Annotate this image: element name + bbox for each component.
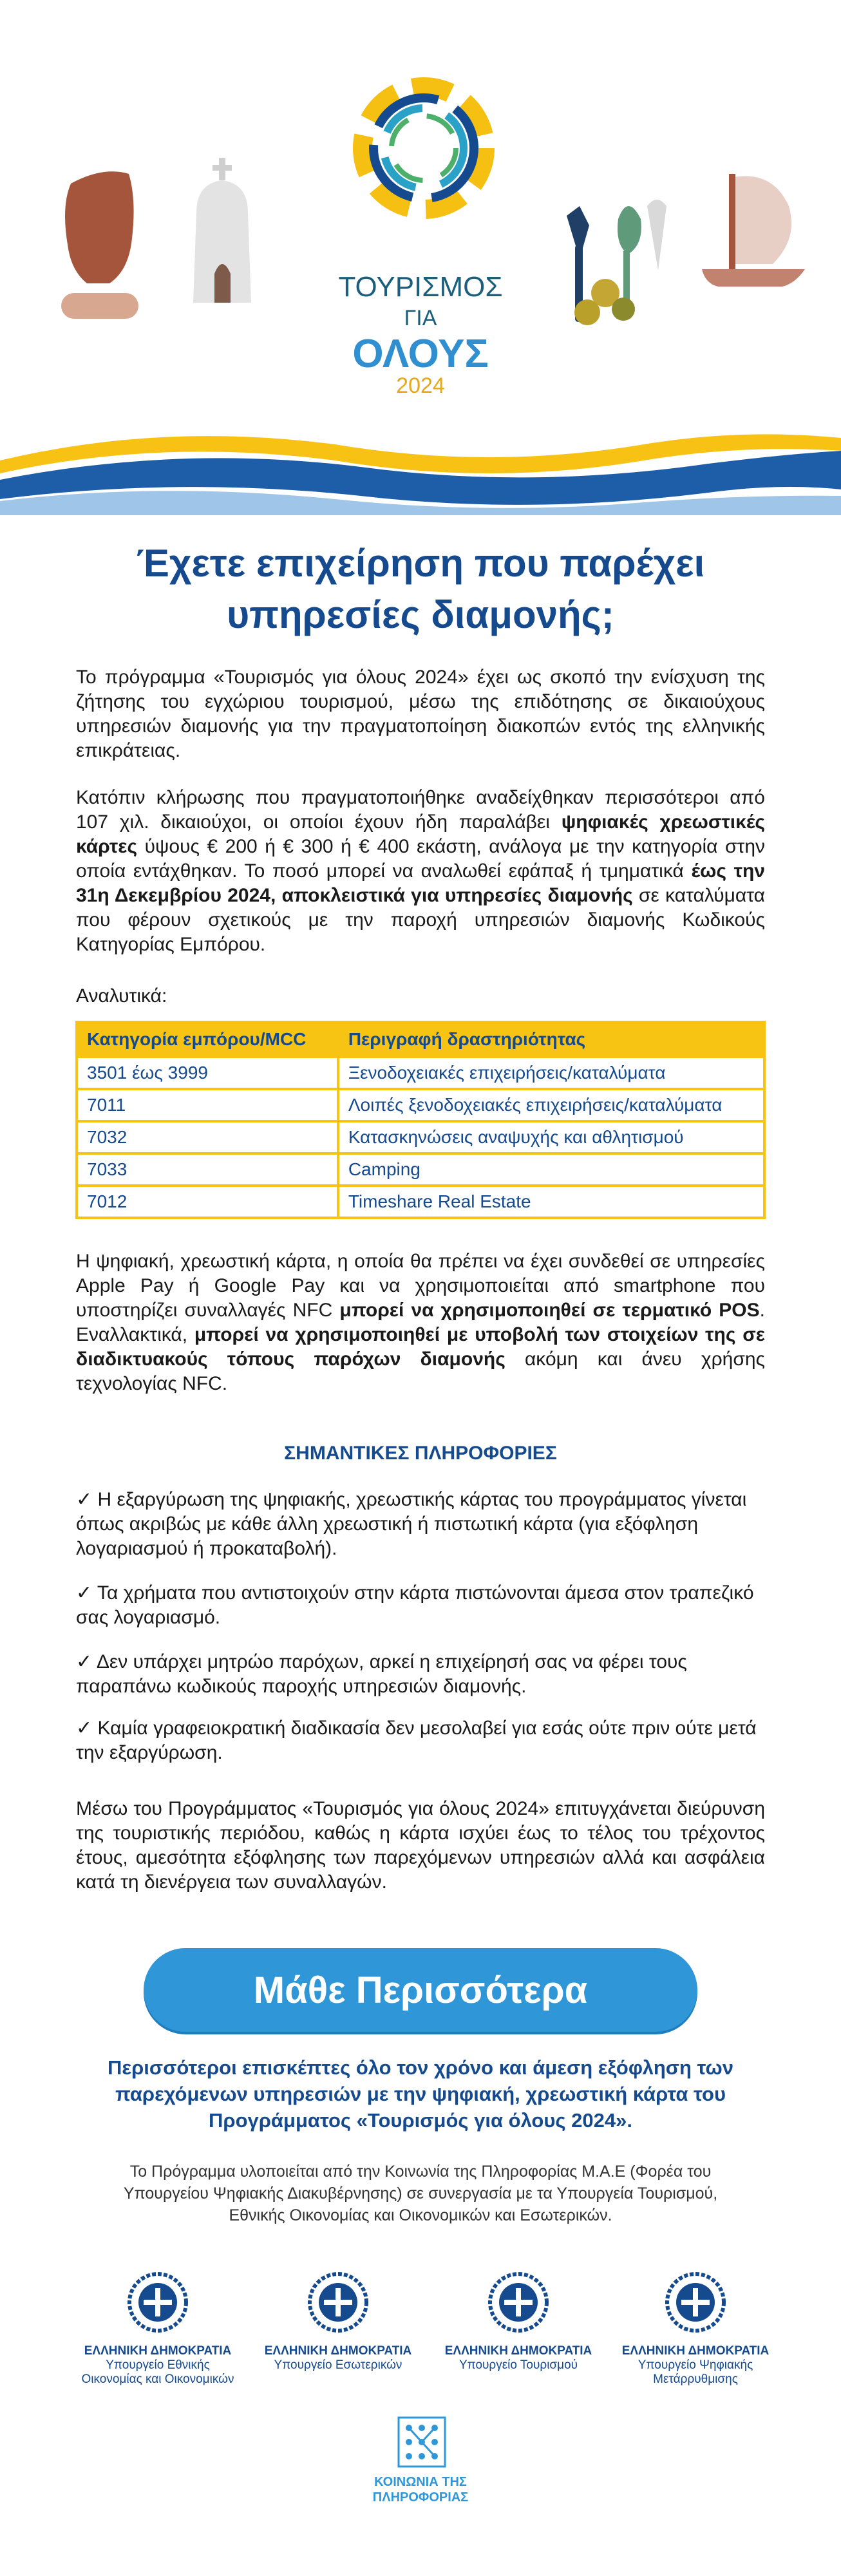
description-cell: Λοιπές ξενοδοχειακές επιχειρήσεις/καταλύματα bbox=[338, 1089, 764, 1121]
learn-more-button[interactable]: Μάθε Περισσότερα bbox=[144, 1948, 697, 2032]
mcc-cell: 7012 bbox=[77, 1186, 338, 1218]
information-society-label bbox=[324, 2474, 517, 2505]
ministry-economy-label bbox=[61, 2344, 254, 2387]
table-header-row bbox=[77, 1022, 764, 1057]
description-cell: Ξενοδοχειακές επιχειρήσεις/καταλύματα bbox=[338, 1057, 764, 1089]
info-item: ✓ Η εξαργύρωση της ψηφιακής, χρεωστικής κάρτας του προγράμματος γίνεται όπως ακριβώς με κάθε άλλη χρεωστική ή πιστωτική κάρτα (για εξόφληση λογαριασμού ή προκαταβολή). bbox=[76, 1489, 747, 1559]
table-row bbox=[77, 1121, 764, 1153]
para2-bold1: ψηφιακές χρεωστικές κάρτες bbox=[76, 811, 765, 857]
mcc-table bbox=[75, 1021, 766, 1219]
table-header-mcc: Κατηγορία εμπόρου/MCC bbox=[77, 1022, 338, 1057]
implementation-text: Το Πρόγραμμα υλοποιείται από την Κοινωνία της Πληροφορίας Μ.Α.Ε (Φορέα του Υπουργείου Ψηφιακής Διακυβέρνησης) σε συνεργασία με τα Υπουργεία Τουρισμού, Εθνικής Οικονομίας και Οικονομικών και Εσωτερικών. bbox=[123, 2163, 718, 2224]
logo-year: 2024 bbox=[396, 374, 445, 398]
mcc-cell: 7032 bbox=[77, 1121, 338, 1153]
program-details-paragraph bbox=[76, 786, 765, 957]
ministry-interior-label bbox=[241, 2344, 435, 2372]
description-cell: Κατασκηνώσεις αναψυχής και αθλητισμού bbox=[338, 1121, 764, 1153]
para3-text2: . Εναλλακτικά, bbox=[76, 1300, 765, 1345]
para3-bold1: μπορεί να χρησιμοποιηθεί σε τερματικό POS bbox=[339, 1300, 760, 1321]
cutlery-olives-icon bbox=[567, 200, 666, 325]
table-row bbox=[77, 1057, 764, 1089]
info-item: ✓ Καμία γραφειοκρατική διαδικασία δεν μεσολαβεί για εσάς ούτε πριν ούτε μετά την εξαργύρωση. bbox=[76, 1718, 757, 1763]
description-cell: Timeshare Real Estate bbox=[338, 1186, 764, 1218]
para2-text2: ύψους € 200 ή € 300 ή € 400 εκάστη, ανάλογα με την κατηγορία στην οποία εντάχθηκαν. Το ποσό μπορεί να αναλωθεί εφάπαξ ή τμηματικά bbox=[76, 836, 765, 882]
mcc-cell: 7011 bbox=[77, 1089, 338, 1121]
table-row bbox=[77, 1186, 764, 1218]
sail-icon bbox=[734, 176, 791, 264]
para3-text1: Η ψηφιακή, χρεωστική κάρτα, η οποία θα πρέπει να έχει συνδεθεί σε υπηρεσίες Apple Pay ή Google Pay και να χρησιμοποιείται από smartphone που υποστηρίζει συναλλαγές NFC bbox=[76, 1251, 765, 1321]
ministry-line1: Υπουργείο Τουρισμού bbox=[458, 2358, 578, 2372]
highlight-text: Περισσότεροι επισκέπτες όλο τον χρόνο και άμεση εξόφληση των παρεχόμενων υπηρεσιών με την ψηφιακή, χρεωστική κάρτα του Προγράμματος «Τουρισμός για όλους 2024». bbox=[108, 2056, 733, 2132]
info-item: ✓ Δεν υπάρχει μητρώο παρόχων, αρκεί η επιχείρησή σας να φέρει τους παραπάνω κωδικούς παροχής υπηρεσιών διαμονής. bbox=[76, 1651, 687, 1697]
ministry-line2: Μετάρρυθμισης bbox=[653, 2372, 738, 2386]
pot-base-shape bbox=[61, 293, 138, 319]
para2-bold2: έως την 31η Δεκεμβρίου 2024, αποκλειστικά για υπηρεσίες διαμονής bbox=[76, 860, 765, 906]
para2-text1: Κατόπιν κλήρωσης που πραγματοποιήθηκε αναδείχθηκαν περισσότεροι από 107 χιλ. δικαιούχοι, οι οποίοι έχουν ήδη παραλάβει bbox=[76, 787, 765, 833]
analytika-label: Αναλυτικά: bbox=[76, 985, 167, 1007]
description-cell: Camping bbox=[338, 1153, 764, 1186]
mcc-cell: 3501 έως 3999 bbox=[77, 1057, 338, 1089]
page-title: Έχετε επιχείρηση που παρέχει υπηρεσίες διαμονής; bbox=[136, 542, 705, 636]
table-header-description: Περιγραφή δραστηριότητας bbox=[338, 1022, 764, 1057]
information-society-logo-icon bbox=[396, 2415, 448, 2469]
logo-line3: ΟΛΟΥΣ bbox=[352, 332, 489, 376]
logo-line1: ΤΟΥΡΙΣΜΟΣ bbox=[338, 271, 503, 303]
sun-logo-icon bbox=[363, 87, 485, 209]
ministry-line1: Υπουργείο Εθνικής bbox=[106, 2358, 210, 2372]
intro-paragraph: Το πρόγραμμα «Τουρισμός για όλους 2024» έχει ως σκοπό την ενίσχυση της ζήτησης του εγχώριου τουρισμού, μέσω της επιδότησης σε δικαιούχους υπηρεσιών διαμονής για την πραγματοποίηση διακοπών εντός της ελληνικής επικράτειας. bbox=[76, 667, 765, 761]
ministry-line1: Υπουργείο Εσωτερικών bbox=[274, 2358, 402, 2372]
ministry-line1: Υπουργείο Ψηφιακής bbox=[638, 2358, 753, 2372]
mcc-cell: 7033 bbox=[77, 1153, 338, 1186]
republic-label: ΕΛΛΗΝΙΚΗ ΔΗΜΟΚΡΑΤΙΑ bbox=[264, 2344, 412, 2358]
republic-label: ΕΛΛΗΝΙΚΗ ΔΗΜΟΚΡΑΤΙΑ bbox=[444, 2344, 592, 2358]
para3-text3: ακόμη και άνευ χρήσης τεχνολογίας NFC. bbox=[76, 1349, 765, 1394]
republic-label: ΕΛΛΗΝΙΚΗ ΔΗΜΟΚΡΑΤΙΑ bbox=[84, 2344, 232, 2358]
logo-line2: ΓΙΑ bbox=[404, 306, 437, 330]
closing-paragraph: Μέσω του Προγράμματος «Τουρισμός για όλους 2024» επιτυγχάνεται διεύρυνση της τουριστικής περιόδου, καθώς η κάρτα ισχύει έως το τέλος του τρέχοντος έτους, αμεσότητα εξόφλησης των παρεχόμενων υπηρεσιών αλλά και ασφάλεια κατά τη διενέργεια των συναλλαγών. bbox=[76, 1798, 765, 1893]
greek-emblem-icon bbox=[663, 2270, 728, 2334]
table-row bbox=[77, 1153, 764, 1186]
ministry-tourism-label bbox=[422, 2344, 615, 2372]
terracotta-pot-icon bbox=[65, 171, 134, 283]
card-usage-paragraph bbox=[76, 1249, 765, 1396]
greek-emblem-icon bbox=[486, 2270, 551, 2334]
ministry-line2: Οικονομίας και Οικονομικών bbox=[81, 2372, 234, 2386]
greek-emblem-icon bbox=[306, 2270, 370, 2334]
para2-text3: σε καταλύματα που φέρουν σχετικούς με την παροχή υπηρεσιών διαμονής Κωδικούς Κατηγορίας Εμπόρου. bbox=[76, 885, 765, 955]
ministry-digital-label bbox=[599, 2344, 792, 2387]
republic-label: ΕΛΛΗΝΙΚΗ ΔΗΜΟΚΡΑΤΙΑ bbox=[621, 2344, 770, 2358]
para3-bold2: μπορεί να χρησιμοποιηθεί με υποβολή των στοιχείων της σε διαδικτυακούς τόπους παρόχων διαμονής bbox=[76, 1324, 765, 1370]
info-item: ✓ Τα χρήματα που αντιστοιχούν στην κάρτα πιστώνονται άμεσα στον τραπεζικό σας λογαριασμό. bbox=[76, 1582, 754, 1628]
greek-emblem-icon bbox=[126, 2270, 190, 2334]
kt-line1: ΚΟΙΝΩΝΙΑ ΤΗΣ bbox=[374, 2475, 467, 2489]
important-info-heading: ΣΗΜΑΝΤΙΚΕΣ ΠΛΗΡΟΦΟΡΙΕΣ bbox=[284, 1443, 557, 1464]
kt-line2: ΠΛΗΡΟΦΟΡΙΑΣ bbox=[372, 2490, 469, 2505]
table-row bbox=[77, 1089, 764, 1121]
hero-illustration bbox=[0, 0, 841, 515]
